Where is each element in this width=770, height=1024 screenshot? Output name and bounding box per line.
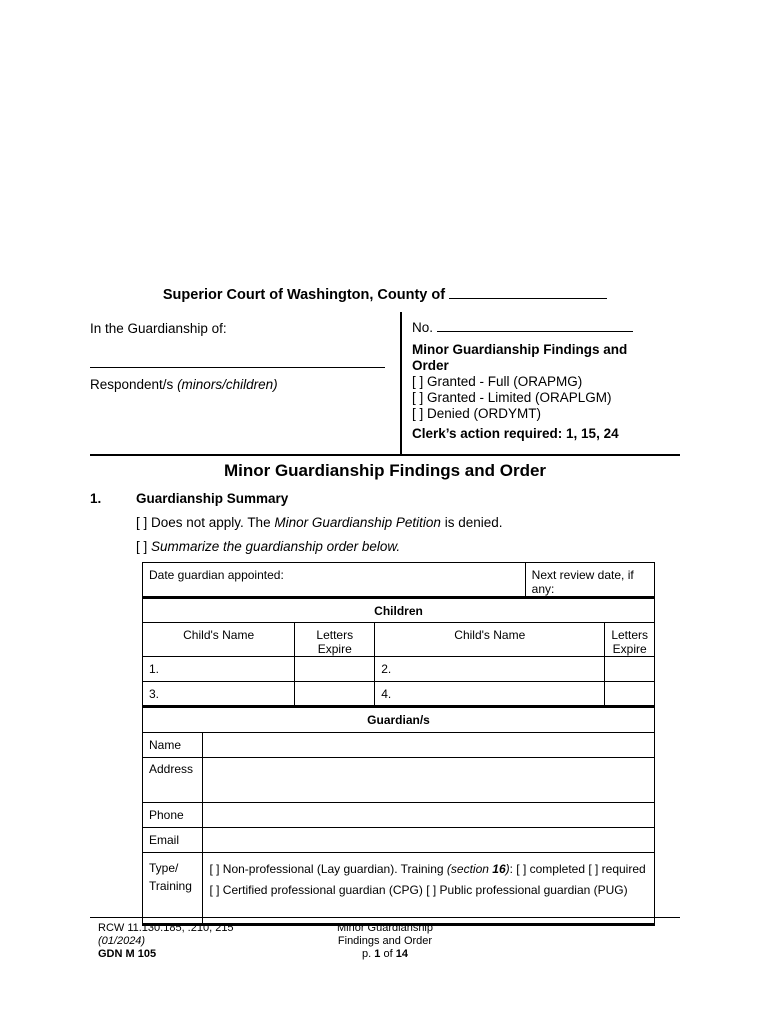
county-field-line[interactable] [449, 298, 607, 299]
section-1-number: 1. [90, 491, 102, 506]
children-heading: Children [143, 598, 655, 623]
child-name-cell[interactable]: 2. [375, 657, 605, 682]
order-title-line1: Minor Guardianship Findings and [412, 342, 628, 357]
footer-form-code: GDN M 105 [98, 948, 157, 960]
footer-page-number: p. 1 of 14 [362, 948, 408, 960]
guardian-name-field[interactable] [203, 733, 655, 758]
case-number-row: No. [412, 320, 680, 336]
respondent-label: Respondent/s (minors/children) [90, 377, 278, 392]
table-row [143, 682, 655, 707]
table-row [143, 657, 655, 682]
guardians-heading: Guardian/s [143, 707, 655, 733]
letters-expire-cell[interactable] [605, 657, 655, 682]
guardian-address-label: Address [143, 758, 203, 803]
respondent-name-line[interactable] [90, 367, 385, 368]
footer-divider [90, 917, 680, 918]
form-title: Minor Guardianship Findings and Order [223, 461, 547, 480]
child-name-header: Child's Name [143, 623, 295, 657]
footer-left [98, 922, 234, 961]
guardian-email-field[interactable] [203, 828, 655, 853]
footer-rcw: RCW 11.130.185, .210, 215 [98, 922, 234, 934]
child-name-cell[interactable]: 3. [143, 682, 295, 707]
section-1-heading: Guardianship Summary [136, 491, 289, 506]
children-heading-row [143, 598, 655, 623]
caption-left [90, 312, 400, 454]
case-caption [90, 312, 680, 456]
letters-expire-cell[interactable] [295, 657, 375, 682]
option-does-not-apply[interactable]: [ ] Does not apply. The Minor Guardianship Petition is denied. [136, 515, 503, 530]
guardian-type-field [203, 853, 655, 925]
caption-divider [400, 312, 402, 454]
guardians-heading-row [143, 707, 655, 733]
option-granted-full[interactable]: [ ] Granted - Full (ORAPMG) [412, 374, 583, 389]
table-row [143, 828, 655, 853]
next-review-cell[interactable]: Next review date, if any: [525, 563, 654, 598]
letters-expire-header: Letters Expire [605, 623, 655, 657]
option-summarize[interactable]: [ ] Summarize the guardianship order below. [136, 539, 401, 554]
court-title-text: Superior Court of Washington, County of [162, 287, 450, 303]
letters-expire-cell[interactable] [605, 682, 655, 707]
option-granted-limited[interactable]: [ ] Granted - Limited (ORAPLGM) [412, 390, 612, 405]
guardian-type-label: Type/ Training [143, 853, 203, 925]
case-number-field-line[interactable] [437, 331, 633, 332]
letters-expire-cell[interactable] [295, 682, 375, 707]
type-lay-guardian-row[interactable]: [ ] Non-professional (Lay guardian). Training (section 16): [ ] completed [ ] required [209, 862, 646, 876]
guardian-phone-field[interactable] [203, 803, 655, 828]
table-row [143, 563, 655, 598]
table-row [143, 758, 655, 803]
footer-title-line1: Minor Guardianship [337, 922, 433, 934]
table-row [143, 803, 655, 828]
letters-expire-header: Letters Expire [295, 623, 375, 657]
court-title [0, 287, 770, 303]
guardian-phone-label: Phone [143, 803, 203, 828]
child-name-header: Child's Name [375, 623, 605, 657]
child-name-cell[interactable]: 1. [143, 657, 295, 682]
order-title-line2: Order [412, 358, 449, 373]
table-row [143, 853, 655, 925]
type-professional-guardian-row[interactable]: [ ] Certified professional guardian (CPG) [ ] Public professional guardian (PUG) [209, 883, 628, 897]
guardian-address-field[interactable] [203, 758, 655, 803]
caption-right [412, 320, 680, 442]
guardian-email-label: Email [143, 828, 203, 853]
footer-middle [300, 922, 470, 961]
table-row [143, 733, 655, 758]
footer-title-line2: Findings and Order [337, 935, 433, 947]
child-name-cell[interactable]: 4. [375, 682, 605, 707]
guardian-name-label: Name [143, 733, 203, 758]
guardianship-of-label: In the Guardianship of: [90, 321, 227, 336]
footer-date: (01/2024) [98, 935, 146, 947]
children-column-header-row [143, 623, 655, 657]
clerk-action: Clerk’s action required: 1, 15, 24 [412, 426, 619, 441]
option-denied[interactable]: [ ] Denied (ORDYMT) [412, 406, 542, 421]
guardianship-summary-table [142, 562, 655, 926]
date-appointed-cell[interactable]: Date guardian appointed: [143, 563, 526, 598]
